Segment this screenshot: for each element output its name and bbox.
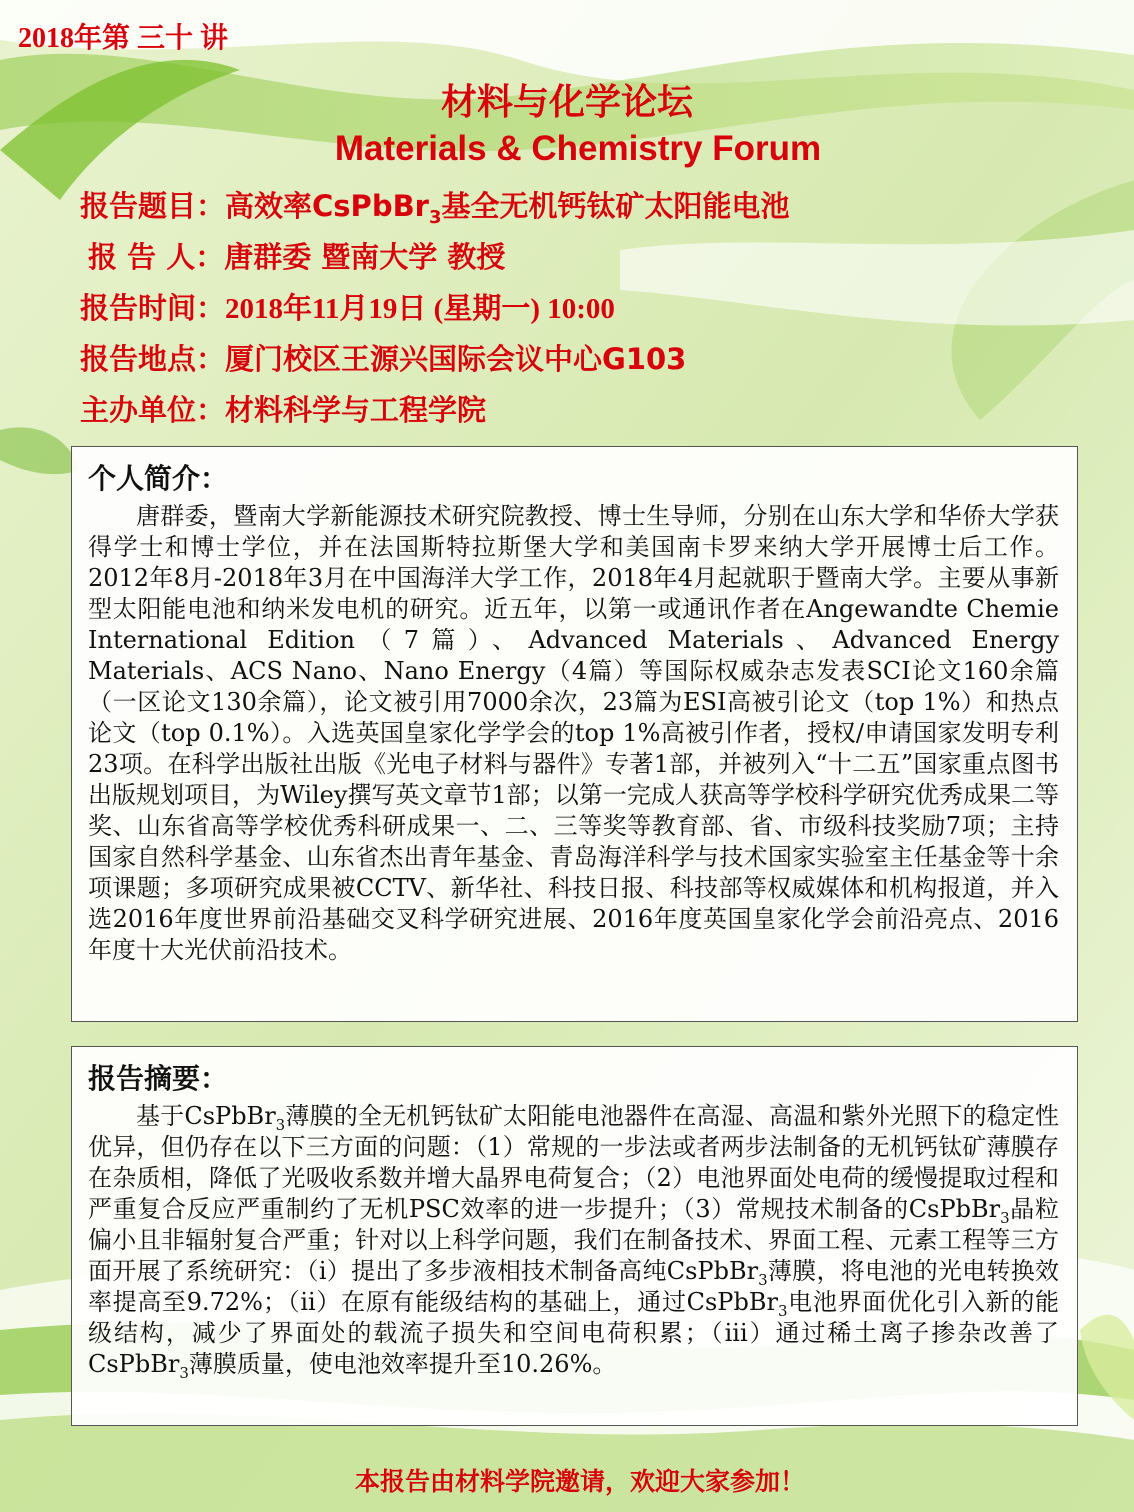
forum-title-en: Materials & Chemistry Forum — [334, 129, 822, 168]
topic-subscript: 3 — [428, 206, 442, 228]
info-speaker — [88, 235, 1088, 277]
subscript-3: 3 — [777, 1301, 788, 1320]
host-value: 材料科学与工程学院 — [225, 393, 487, 427]
time-label: 报告时间： — [80, 291, 226, 325]
info-location — [80, 337, 1080, 379]
info-topic — [80, 184, 1080, 226]
abstract-seg-2: 薄膜的全无机钙钛矿太阳能电池器件在高湿、高温和紫外光照下的稳定性优异，但仍存在以下三方面的问题：（1）常规的一步法或者两步法制备的无机钙钛矿薄膜存在杂质相，降低了光吸收系数并增大晶界电荷复合；（2）电池界面处电荷的缓慢提取过程和严重复合反应严重制约了无机PSC效率的进一步提升；（3）常规技术制备的CsPbBr — [88, 1102, 1059, 1223]
lecture-number: 2018年第 三十 讲 — [18, 23, 229, 54]
subscript-3: 3 — [1000, 1208, 1010, 1227]
abstract-seg-4: 薄膜，将电池的光电转换效率提高至9.72%；（ii）在原有能级结构的基础上，通过CsPbBr — [88, 1257, 1060, 1316]
location-value: 厦门校区王源兴国际会议中心G103 — [225, 342, 687, 376]
subscript-3: 3 — [275, 1115, 286, 1134]
speaker-value: 唐群委 暨南大学 教授 — [224, 240, 506, 274]
bio-text: 唐群委，暨南大学新能源技术研究院教授、博士生导师，分别在山东大学和华侨大学获得学士和博士学位，并在法国斯特拉斯堡大学和美国南卡罗来纳大学开展博士后工作。2012年8月-2018年3月在中国海洋大学工作，2018年4月起就职于暨南大学。主要从事新型太阳能电池和纳米发电机的研究。近五年，以第一或通讯作者在Angewandte Chemie International Edition（7篇）、Advanced Materials、Advanced Energy Materials、ACS Nano、Nano Energy（4篇）等国际权威杂志发表SCI论文160余篇（一区论文130余篇），论文被引用7000余次，23篇为ESI高被引论文（top 1%）和热点论文（top 0.1%）。入选英国皇家化学学会的top 1%高被引作者，授权/申请国家发明专利23项。在科学出版社出版《光电子材料与器件》专著1部，并被列入“十二五”国家重点图书出版规划项目，为Wiley撰写英文章节1部；以第一完成人获高等学校科学研究优秀成果二等奖、山东省高等学校优秀科研成果一、二、三等奖等教育部、省、市级科技奖励7项；主持国家自然科学基金、山东省杰出青年基金、青岛海洋科学与技术国家实验室主任基金等十余项课题；多项研究成果被CCTV、新华社、科技日报、科技部等权威媒体和机构报道，并入选2016年度世界前沿基础交叉科学研究进展、2016年度英国皇家化学会前沿亮点、2016年度十大光伏前沿技术。 — [88, 502, 1059, 964]
abstract-seg-5: 电池界面优化引入新的能级结构，减少了界面处的载流子损失和空间电荷积累；（iii）通过稀土离子掺杂改善了CsPbBr — [88, 1288, 1059, 1378]
location-label: 报告地点： — [80, 342, 226, 376]
info-host — [80, 388, 1080, 430]
topic-part1: 高效率CsPbBr — [225, 189, 429, 223]
abstract-text — [88, 1101, 1059, 1380]
bio-heading: 个人简介： — [88, 462, 229, 495]
subscript-3: 3 — [758, 1270, 768, 1289]
abstract-seg-6: 薄膜质量，使电池效率提升至10.26%。 — [188, 1350, 617, 1378]
host-label: 主办单位： — [80, 393, 226, 427]
time-value: 2018年11月19日 (星期一) 10:00 — [225, 293, 615, 325]
abstract-seg-1: 基于CsPbBr — [136, 1102, 276, 1130]
invitation-footer: 本报告由材料学院邀请，欢迎大家参加！ — [354, 1467, 805, 1496]
bio-box — [71, 446, 1078, 1022]
subscript-3: 3 — [179, 1363, 189, 1382]
abstract-box — [71, 1046, 1078, 1426]
speaker-label: 报 告 人： — [88, 240, 225, 274]
topic-part2: 基全无机钙钛矿太阳能电池 — [441, 189, 790, 223]
topic-label: 报告题目： — [80, 189, 226, 223]
abstract-seg-3: 晶粒偏小且非辐射复合严重；针对以上科学问题，我们在制备技术、界面工程、元素工程等三方面开展了系统研究：（i）提出了多步液相技术制备高纯CsPbBr — [88, 1195, 1059, 1285]
forum-title-cn: 材料与化学论坛 — [440, 82, 693, 123]
abstract-heading: 报告摘要： — [88, 1062, 229, 1095]
info-time — [80, 286, 1080, 328]
